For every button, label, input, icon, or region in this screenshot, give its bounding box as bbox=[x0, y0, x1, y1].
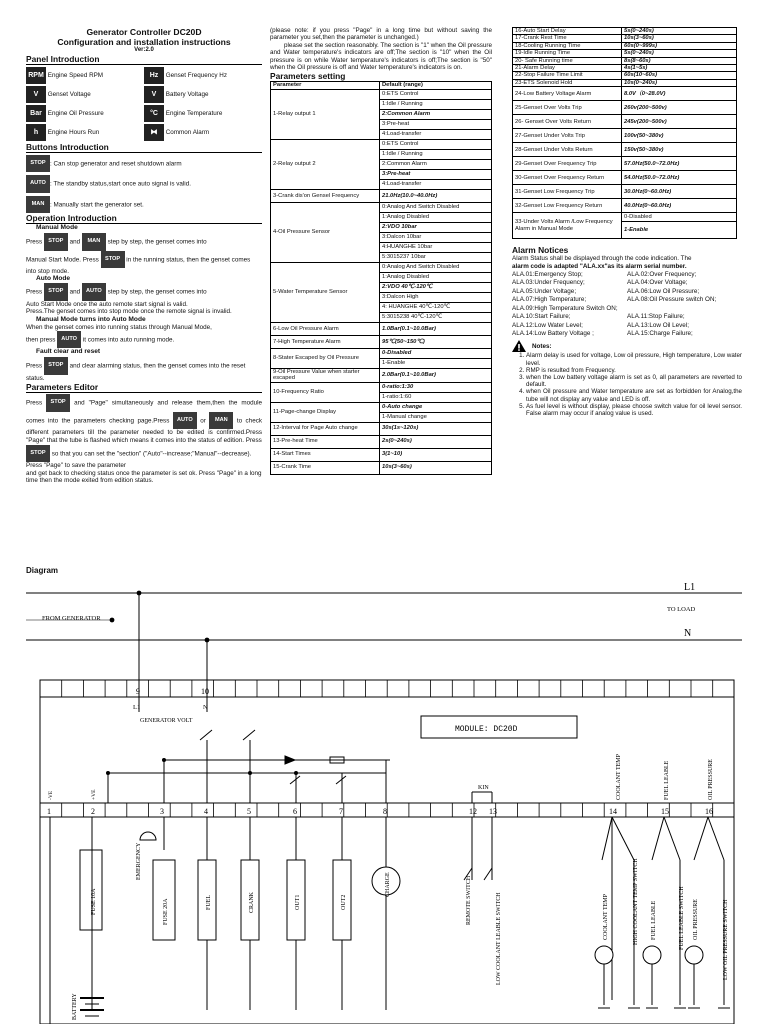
manual-title: Manual Mode bbox=[36, 224, 78, 232]
oil-pressure-sensor-label: OIL PRESSURE bbox=[693, 899, 699, 940]
temperature-icon: °C bbox=[144, 105, 164, 122]
alarm-icon: ⧓ bbox=[144, 124, 164, 141]
param-name: 25-Genset Over Volts Trip bbox=[513, 101, 622, 115]
param-name: 32-Genset Low Frequency Return bbox=[513, 199, 622, 213]
generator-volt-label: GENERATOR VOLT bbox=[140, 718, 193, 724]
param-value: 8.0V（0~28.0V) bbox=[622, 87, 737, 101]
alarm-code: ALA.12:Low Water Level; bbox=[512, 321, 583, 329]
panel-grid bbox=[26, 67, 262, 141]
param-row bbox=[271, 89, 492, 99]
terminal-number: 12 bbox=[469, 807, 477, 816]
buttons-heading: Buttons Introduction bbox=[26, 142, 262, 153]
param-name: 4-Oil Pressure Sensor bbox=[271, 202, 380, 262]
alarm-code: ALA.13:Low Oil Level; bbox=[627, 321, 689, 329]
auto-p1: Press STOP and AUTO step by step, the genset comes into bbox=[26, 283, 262, 300]
doc-title: Generator Controller DC20D bbox=[86, 27, 202, 37]
param-value: 10s(3~60s) bbox=[380, 461, 492, 474]
notes-title-row: Notes: bbox=[512, 340, 742, 352]
param-name: 24-Low Battery Voltage Alarm bbox=[513, 87, 622, 101]
high-coolant-switch-label: HIGH COOLANT TEMP SWITCH bbox=[633, 858, 639, 945]
editor-p3: and get back to checking status once the parameter is set ok. Press "Page" in a long time then the mode exited from edition status. bbox=[26, 469, 262, 485]
wiring-diagram bbox=[0, 575, 768, 1024]
param-name: 33-Under Volts Alarm /Low Frequency Alarm in Manual Mode bbox=[513, 213, 622, 239]
param-row bbox=[513, 87, 737, 101]
alarm-row bbox=[512, 279, 742, 286]
auto-row: AUTO : The standby status,start once auto signal is valid. bbox=[26, 175, 262, 192]
param-value: 1:Idle / Running bbox=[380, 149, 492, 159]
param-name: 31-Genset Low Frequency Trip bbox=[513, 185, 622, 199]
terminal-number: 15 bbox=[661, 807, 669, 816]
param-value: 2.0Bar(0.1~10.0Bar) bbox=[380, 368, 492, 382]
params-table-2 bbox=[512, 27, 737, 239]
terminal-10: 10 bbox=[201, 687, 209, 696]
param-value: 4:Load-transfer bbox=[380, 129, 492, 139]
param-value: 3:Dalcon 10bar bbox=[380, 232, 492, 242]
rpm-icon: RPM bbox=[26, 67, 46, 84]
terminal-number: 8 bbox=[383, 807, 387, 816]
panel-item: Bar Engine Oil Pressure bbox=[26, 105, 144, 122]
alarm-code: ALA.14:Low Battery Voltage ; bbox=[512, 329, 594, 337]
low-oil-switch-label: LOW OIL PRESSURE SWITCH bbox=[723, 899, 729, 980]
param-name: 13-Pre-heat Time bbox=[271, 435, 380, 448]
terminal-number: 6 bbox=[293, 807, 297, 816]
param-row bbox=[271, 448, 492, 461]
param-name: 11-Page-change Display bbox=[271, 402, 380, 422]
alarm-code: ALA.02:Over Frequency; bbox=[627, 271, 697, 279]
note-item: 1. Alarm delay is used for voltage, Low oil pressure, High temperature, Low water level. bbox=[526, 352, 742, 366]
param-value: 1:Idle / Running bbox=[380, 99, 492, 109]
param-name: 2-Relay output 2 bbox=[271, 139, 380, 189]
param-value: 54.0Hz(50.0~72.0Hz) bbox=[622, 171, 737, 185]
stop-button[interactable]: STOP bbox=[44, 283, 68, 300]
col2-p2: please set the section reasonably. The section is "1" when the Oil pressure and Water temperature's indicators are off;The section is "10" when the Oil pressure is on while Water temperature's indicators is off;The section is "50" when the Oil pressure is off and Water temperature's indicators is on. bbox=[270, 41, 492, 72]
param-row bbox=[513, 213, 737, 222]
param-row bbox=[271, 262, 492, 272]
column-1 bbox=[26, 27, 262, 485]
param-name: 9-Oil Pressure Value when starter escaped bbox=[271, 368, 380, 382]
coolant-temp-sensor-label: COOLANT TEMP bbox=[603, 894, 609, 940]
alarm-code: ALA.10:Start Failure; bbox=[512, 313, 571, 321]
param-name: 30-Genset Over Frequency Return bbox=[513, 171, 622, 185]
module-label: MODULE: DC20D bbox=[455, 725, 518, 734]
auto-title: Auto Mode bbox=[36, 275, 71, 283]
param-value: 1-Enable bbox=[380, 358, 492, 368]
params-table bbox=[270, 81, 492, 474]
param-name: 20- Safe Running time bbox=[513, 57, 622, 64]
param-name: 28-Genset Under Volts Return bbox=[513, 143, 622, 157]
stop-row: STOP : Can stop generator and reset shutdown alarm bbox=[26, 155, 262, 172]
param-name: 10-Frequency Ratio bbox=[271, 382, 380, 402]
battery-label: BATTERY bbox=[72, 993, 78, 1020]
alarm-code: ALA.11:Stop Failure; bbox=[627, 313, 685, 321]
param-value: 30s(1s~120s) bbox=[380, 422, 492, 435]
alarm-code: ALA.05:Under Voltage; bbox=[512, 287, 577, 295]
param-value: 0-Auto change bbox=[380, 402, 492, 412]
notes-list bbox=[512, 352, 742, 417]
param-value: 10s(3~60s) bbox=[622, 35, 737, 42]
to-load-label: TO LOAD bbox=[667, 606, 696, 613]
fuel-leable-switch-label: FUEL LEABLE SWITCH bbox=[679, 886, 685, 950]
param-value: 2s(0~240s) bbox=[380, 435, 492, 448]
param-row bbox=[513, 65, 737, 72]
param-name: 16-Auto Start Delay bbox=[513, 28, 622, 35]
man-button[interactable]: MAN bbox=[82, 233, 106, 250]
param-row bbox=[513, 57, 737, 64]
stop-button[interactable]: STOP bbox=[26, 155, 50, 172]
terminal-number: 1 bbox=[47, 807, 51, 816]
kin-label: KIN bbox=[478, 785, 489, 791]
param-row bbox=[513, 35, 737, 42]
m2a-title: Manual Mode turns into Auto Mode bbox=[36, 315, 146, 323]
param-value: 0-Disabled bbox=[622, 213, 737, 222]
minus-ve-label: -VE bbox=[48, 790, 54, 800]
param-row bbox=[513, 101, 737, 115]
param-name: 29-Genset Over Frequency Trip bbox=[513, 157, 622, 171]
column-3 bbox=[512, 27, 742, 417]
l1-label: L1 bbox=[684, 582, 696, 593]
param-value: 1-Enable bbox=[622, 222, 737, 239]
param-name: 17-Crank Rest Time bbox=[513, 35, 622, 42]
param-row bbox=[513, 185, 737, 199]
param-row bbox=[271, 189, 492, 202]
editor-heading: Parameters Editor bbox=[26, 382, 262, 393]
alarm-row bbox=[512, 330, 742, 337]
panel-item: V Genset Voltage bbox=[26, 86, 144, 103]
param-value: 40.0Hz(0~60.0Hz) bbox=[622, 199, 737, 213]
param-value: 3:Pre-heat bbox=[380, 119, 492, 129]
param-row bbox=[513, 143, 737, 157]
param-value: 3:Pre-heat bbox=[380, 169, 492, 179]
n-label: N bbox=[684, 628, 692, 639]
low-coolant-label: LOW COOLANT LEABLE SWITCH bbox=[496, 892, 502, 985]
terminal-number: 7 bbox=[339, 807, 343, 816]
param-name: 19-Idle Running Time bbox=[513, 50, 622, 57]
param-row bbox=[513, 72, 737, 79]
auto-p2: Auto Start Mode once the auto remote start signal is valid. bbox=[26, 300, 188, 308]
crank-label: CRANK bbox=[249, 891, 255, 913]
param-value: 0:Analog And Switch Disabled bbox=[380, 262, 492, 272]
oil-pressure-label: OIL PRESSURE bbox=[708, 759, 714, 800]
param-row bbox=[513, 42, 737, 49]
param-row bbox=[271, 368, 492, 382]
fuse10-label: FUSE 10A bbox=[91, 888, 97, 915]
param-value: 1-ratio:1:60 bbox=[380, 392, 492, 402]
param-name: 22-Stop Failure Time Limit bbox=[513, 72, 622, 79]
panel-item: ⧓ Common Alarm bbox=[144, 124, 262, 141]
param-row bbox=[271, 422, 492, 435]
param-value: 10s(0~240s) bbox=[622, 79, 737, 86]
param-row bbox=[271, 348, 492, 358]
fault-p1: Press STOP and clear alarming status, then the genset comes into the reset status. bbox=[26, 357, 262, 382]
param-value: 95℃(50~150℃) bbox=[380, 335, 492, 348]
alarms-intro-1: Alarm Status shall be displayed through the code indication. The bbox=[512, 255, 692, 263]
param-value: 245v(200~500v) bbox=[622, 115, 737, 129]
remote-switch-label: REMOTE SWITCH bbox=[466, 875, 472, 925]
terminal-number: 2 bbox=[91, 807, 95, 816]
battery-voltage-icon: V bbox=[144, 86, 164, 103]
param-row bbox=[271, 435, 492, 448]
params-body bbox=[271, 89, 492, 474]
diagram-heading: Diagram bbox=[26, 566, 59, 575]
panel-item: V Battery Voltage bbox=[144, 86, 262, 103]
param-name: 5-Water Temperature Sensor bbox=[271, 262, 380, 322]
auto-button[interactable]: AUTO bbox=[173, 412, 197, 429]
param-name: 3-Crank dis'on Gensel Frequency bbox=[271, 189, 380, 202]
note-item: 3. when the Low battery voltage alarm is set as 0, all parameters are reverted to default. bbox=[526, 374, 742, 388]
alarm-row bbox=[512, 313, 742, 320]
param-value: 0:ETS Control bbox=[380, 89, 492, 99]
param-name: 15-Crank Time bbox=[271, 461, 380, 474]
param-row bbox=[513, 79, 737, 86]
param-name: 1-Relay output 1 bbox=[271, 89, 380, 139]
param-value: 0-Disabled bbox=[380, 348, 492, 358]
note-item: 5. As fuel level is without display, please choose switch value for oil level sensor. False alarm may occur if analog value is used. bbox=[526, 403, 742, 417]
param-value: 2:Common Alarm bbox=[380, 159, 492, 169]
fuel-leable-sensor-label: FUEL LEABLE bbox=[651, 900, 657, 940]
panel-item: °C Engine Temperature bbox=[144, 105, 262, 122]
charge-label: CHARGE bbox=[385, 872, 391, 897]
fuse20-label: FUSE 20A bbox=[163, 898, 169, 925]
param-value: 1:Analog Disabled bbox=[380, 272, 492, 282]
alarm-list bbox=[512, 271, 742, 337]
terminal-number: 4 bbox=[204, 807, 208, 816]
param-value: 1.0Bar(0.1~10.0Bar) bbox=[380, 322, 492, 335]
man-button[interactable]: MAN bbox=[209, 412, 233, 429]
param-name: 6-Low Oil Pressure Alarm bbox=[271, 322, 380, 335]
param-value: 5s(0~240s) bbox=[622, 28, 737, 35]
terminal-number: 3 bbox=[160, 807, 164, 816]
param-value: 150v(50~380v) bbox=[622, 143, 737, 157]
param-value: 2:Common Alarm bbox=[380, 109, 492, 119]
alarm-row bbox=[512, 288, 742, 295]
param-row bbox=[513, 129, 737, 143]
alarm-code: ALA.07:High Temperature; bbox=[512, 296, 587, 304]
param-value: 4:HUANGHE 10bar bbox=[380, 242, 492, 252]
stop-button[interactable]: STOP bbox=[44, 233, 68, 250]
param-value: 4: HUANGHE 40℃-120℃ bbox=[380, 302, 492, 312]
alarm-row bbox=[512, 271, 742, 278]
auto-p3: Press.The genset comes into stop mode once the remote signal is invalid. bbox=[26, 308, 232, 316]
emergency-label: EMERGENCY bbox=[136, 842, 142, 880]
param-value: 5s(0~240s) bbox=[622, 50, 737, 57]
alarm-code: ALA.15:Charge Failure; bbox=[627, 329, 693, 337]
param-value: 60s(0~999s) bbox=[622, 42, 737, 49]
l1-small-label: L1 bbox=[133, 704, 141, 711]
alarms-intro-2: alarm code is adapted "ALA.xx"as its alarm serial number. bbox=[512, 262, 687, 270]
param-name: 21-Alarm Delay bbox=[513, 65, 622, 72]
oil-pressure-icon: Bar bbox=[26, 105, 46, 122]
param-value: 0-ratio:1:30 bbox=[380, 382, 492, 392]
panel-item: Hz Genset Frequency Hz bbox=[144, 67, 262, 84]
alarm-code: ALA.09:High Temperature Switch ON; bbox=[512, 304, 618, 312]
terminal-9: 9 bbox=[136, 687, 140, 696]
note-item: 2. RMP is resulted from Frequency. bbox=[526, 367, 742, 374]
param-name: 23-ETS Solenoid Hold bbox=[513, 79, 622, 86]
doc-version: Ver:2.0 bbox=[134, 47, 154, 53]
param-name: 26- Genset Over Volts Return bbox=[513, 115, 622, 129]
param-value: 0:Analog And Switch Disabled bbox=[380, 202, 492, 212]
terminal-number: 14 bbox=[609, 807, 617, 816]
param-row bbox=[513, 28, 737, 35]
alarms-heading: Alarm Notices bbox=[512, 245, 569, 256]
m2a-p1: When the genset comes into running status through Manual Mode, bbox=[26, 323, 212, 331]
param-row bbox=[271, 202, 492, 212]
param-name: 18-Cooling Running Time bbox=[513, 42, 622, 49]
terminal-number: 16 bbox=[705, 807, 713, 816]
out1-label: OUT1 bbox=[295, 894, 301, 910]
param-value: 1:Analog Disabled bbox=[380, 212, 492, 222]
fuel-leable-label: FUEL LEABLE bbox=[664, 760, 670, 800]
param-value: 60s(10~60s) bbox=[622, 72, 737, 79]
param-row bbox=[513, 199, 737, 213]
param-value: 100v(50~380v) bbox=[622, 129, 737, 143]
param-value: 5:3015238 40℃-120℃ bbox=[380, 312, 492, 322]
man-row: MAN : Manually start the generator set. bbox=[26, 196, 262, 213]
manual-p1: Press STOP and MAN step by step, the genset comes into bbox=[26, 233, 262, 250]
param-value: 5:3015237 10bar bbox=[380, 252, 492, 262]
param-name: 12-Interval for Page Auto change bbox=[271, 422, 380, 435]
warning-icon bbox=[512, 340, 526, 352]
param-name: 27-Genset Under Volts Trip bbox=[513, 129, 622, 143]
alarm-code: ALA.01:Emergency Stop; bbox=[512, 271, 583, 279]
hz-icon: Hz bbox=[144, 67, 164, 84]
stop-button[interactable]: STOP bbox=[46, 394, 70, 411]
col-param-header: Parameter bbox=[271, 82, 380, 89]
terminal-number: 13 bbox=[489, 807, 497, 816]
param-row bbox=[271, 335, 492, 348]
operation-heading: Operation Introduction bbox=[26, 213, 262, 224]
param-value: 2:VDO 40℃-120℃ bbox=[380, 282, 492, 292]
note-item: 4. when Oil pressure and Water temperature are set as forbidden for Analog,the tube will not display any value and LED is off. bbox=[526, 388, 742, 402]
alarm-code: ALA.04:Over Voltage; bbox=[627, 279, 688, 287]
fault-title: Fault clear and reset bbox=[36, 348, 101, 356]
param-value: 1-Manual change bbox=[380, 412, 492, 422]
param-value: 260v(200~500v) bbox=[622, 101, 737, 115]
params-heading: Parameters setting bbox=[270, 71, 346, 82]
param-value: 2:VDO 10bar bbox=[380, 222, 492, 232]
from-generator-label: FROM GENERATOR bbox=[42, 615, 101, 622]
auto-button[interactable]: AUTO bbox=[82, 283, 106, 300]
plus-ve-label: +VE bbox=[91, 789, 97, 800]
panel-item: RPM Engine Speed RPM bbox=[26, 67, 144, 84]
stop-button[interactable]: STOP bbox=[44, 357, 68, 374]
editor-p2: STOP so that you can set the "section" ("Auto"--increase;"Manual"--decrease). Press "Page" to save the parameter bbox=[26, 445, 262, 470]
column-2 bbox=[270, 27, 492, 475]
col2-p1: (please note: if you press "Page" in a long time but without saving the parameter you set,then the parameter is unchanged.) bbox=[270, 27, 492, 42]
param-value: 4s(1~5s) bbox=[622, 65, 737, 72]
param-row bbox=[271, 322, 492, 335]
col-default-header: Default (range) bbox=[380, 82, 492, 89]
panel-heading: Panel Introduction bbox=[26, 54, 262, 65]
fuel-label: FUEL bbox=[206, 895, 212, 910]
terminal-number: 5 bbox=[247, 807, 251, 816]
param-name: 8-Stater Escaped by Oil Pressure bbox=[271, 348, 380, 368]
param-value: 0:ETS Control bbox=[380, 139, 492, 149]
alarm-row bbox=[512, 296, 742, 303]
param-value: 30.0Hz(0~60.0Hz) bbox=[622, 185, 737, 199]
param-value: 21.0Hz(10.0~40.0Hz) bbox=[380, 189, 492, 202]
param-row bbox=[271, 461, 492, 474]
alarm-row bbox=[512, 305, 742, 312]
coolant-temp-label: COOLANT TEMP bbox=[616, 754, 622, 800]
alarm-row bbox=[512, 322, 742, 329]
param-value: 3(1~10) bbox=[380, 448, 492, 461]
param-name: 7-High Temperature Alarm bbox=[271, 335, 380, 348]
alarm-code: ALA.08:Oil Pressure switch ON; bbox=[627, 296, 717, 304]
param-row bbox=[513, 157, 737, 171]
manual-p2: Manual Start Mode. Press STOP in the running status, then the genset comes into stop mode. bbox=[26, 251, 262, 276]
auto-button[interactable]: AUTO bbox=[57, 331, 81, 348]
m2a-p2: then press AUTO it comes into auto running mode. bbox=[26, 331, 262, 348]
genset-voltage-icon: V bbox=[26, 86, 46, 103]
param-value: 3:Dalcon High bbox=[380, 292, 492, 302]
param-value: 4:Load-transfer bbox=[380, 179, 492, 189]
n-small-label: N bbox=[203, 704, 208, 711]
param-value: 8s(8~60s) bbox=[622, 57, 737, 64]
stop-button[interactable]: STOP bbox=[26, 445, 50, 462]
auto-button[interactable]: AUTO bbox=[26, 175, 50, 192]
param-row bbox=[271, 139, 492, 149]
param-row bbox=[271, 382, 492, 392]
param-row bbox=[513, 171, 737, 185]
out2-label: OUT2 bbox=[341, 894, 347, 910]
alarm-code: ALA.03:Under Frequency; bbox=[512, 279, 585, 287]
alarm-code: ALA.06:Low Oil Pressure; bbox=[627, 287, 700, 295]
param-row bbox=[271, 402, 492, 412]
param-row bbox=[513, 50, 737, 57]
editor-p1: Press STOP and "Page" simultaneously and release them,then the module comes into the parameters checking page.Press AUTO or MAN to check different parameters till the parameter needed to be edited is confirmed.Press "Page" that the tube is flashed which means it comes into the status of edition. Press bbox=[26, 394, 262, 444]
panel-item: h Engine Hours Run bbox=[26, 124, 144, 141]
man-button[interactable]: MAN bbox=[26, 196, 50, 213]
param-name: 14-Start Times bbox=[271, 448, 380, 461]
param-row bbox=[513, 115, 737, 129]
params2-body bbox=[513, 28, 737, 239]
stop-button[interactable]: STOP bbox=[101, 251, 125, 268]
doc-subtitle: Configuration and installation instructions bbox=[57, 37, 231, 47]
hours-icon: h bbox=[26, 124, 46, 141]
param-value: 57.0Hz(50.0~72.0Hz) bbox=[622, 157, 737, 171]
